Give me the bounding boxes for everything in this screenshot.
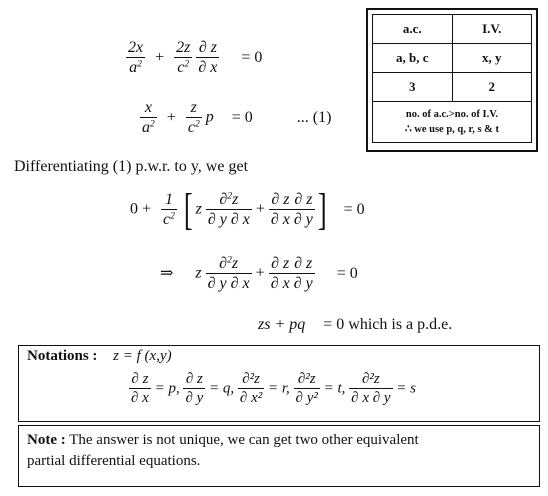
note-box	[18, 425, 540, 487]
fraction-d2z-dydx: $\frac{\partial^2z}{\partial y \partial x}$	[207, 190, 250, 228]
notations-box	[18, 345, 540, 422]
ac-iv-table	[372, 14, 532, 143]
fraction-dz-dx: $\frac{\partial z}{\partial x}$	[270, 255, 290, 292]
fraction-1-c2: $\frac{1}{c^2}$	[163, 191, 175, 228]
table-row: 3 2	[373, 73, 532, 102]
equation-1: $\frac{2x}{a^2}$ + $\frac{2z}{c^2}$ $\frac{\partial z}{\partial x}$ = 0	[128, 39, 263, 76]
notations-list: $\frac{\partial z}{\partial x}$ = p, $\frac{\partial z}{\partial y}$ = q, $\frac{\text{∂²z}}{\text{∂ x²}}$ = r, $\frac{\text{∂²z}}{\text{∂ y²}}$ = t, $\frac{\text{∂²z}}{\partial x \partial y}$ = s	[131, 371, 417, 406]
equation-3: 0 + $\frac{1}{c^2}$ [ z $\frac{\partial^2z}{\partial y \partial x}$ + $\frac{\partial z}{\partial x}$ $\frac{\partial z}{\partial y}$ ] = 0	[130, 185, 365, 234]
differentiating-text: Differentiating (1) p.w.r. to y, we get	[14, 158, 249, 175]
note-text-line-1: The answer is not unique, we can get two other equivalent	[69, 432, 419, 448]
fraction-dz-dy: $\frac{\partial z}{\partial y}$	[293, 191, 313, 228]
note-label: Note :	[27, 432, 66, 448]
equation-tag: ... (1)	[296, 108, 332, 126]
arbitrary-constants-table	[366, 8, 538, 152]
table-note-row: no. of a.c.>no. of I.V. ∴ we use p, q, r, s & t	[373, 102, 532, 143]
fraction-2x-a2: $\frac{2x}{a^2}$	[128, 39, 144, 76]
fraction-dz-dx: $\frac{\partial z}{\partial x}$	[270, 191, 290, 228]
fraction-dz-dy: $\frac{\partial z}{\partial y}$	[293, 255, 313, 292]
z-function: z = f (x,y)	[113, 348, 172, 364]
fraction-dz-dx: $\frac{\partial z}{\partial x}$	[198, 39, 218, 76]
table-header-row: a.c. I.V.	[373, 15, 532, 44]
fraction-z-c2: $\frac{z}{c^2}$	[187, 99, 200, 136]
equation-2: $\frac{x}{a^2}$ + $\frac{z}{c^2}$ p = 0 ... (1)	[142, 99, 332, 136]
left-bracket: [	[183, 185, 193, 234]
fraction-x-a2: $\frac{x}{a^2}$	[142, 99, 155, 136]
note-text-line-2: partial differential equations.	[27, 453, 201, 469]
fraction-d2z-dydx: $\frac{\partial^2z}{\partial y \partial x}$	[207, 254, 250, 292]
equation-4: ⇒ z $\frac{\partial^2z}{\partial y \partial x}$ + $\frac{\partial z}{\partial x}$ $\frac{\partial z}{\partial y}$ = 0	[160, 254, 358, 292]
table-row: a, b, c x, y	[373, 44, 532, 73]
right-bracket: ]	[317, 185, 327, 234]
fraction-2z-c2: $\frac{2z}{c^2}$	[176, 39, 191, 76]
notations-label: Notations :	[27, 348, 98, 364]
equation-5: zs + pq = 0 which is a p.d.e.	[258, 316, 453, 333]
